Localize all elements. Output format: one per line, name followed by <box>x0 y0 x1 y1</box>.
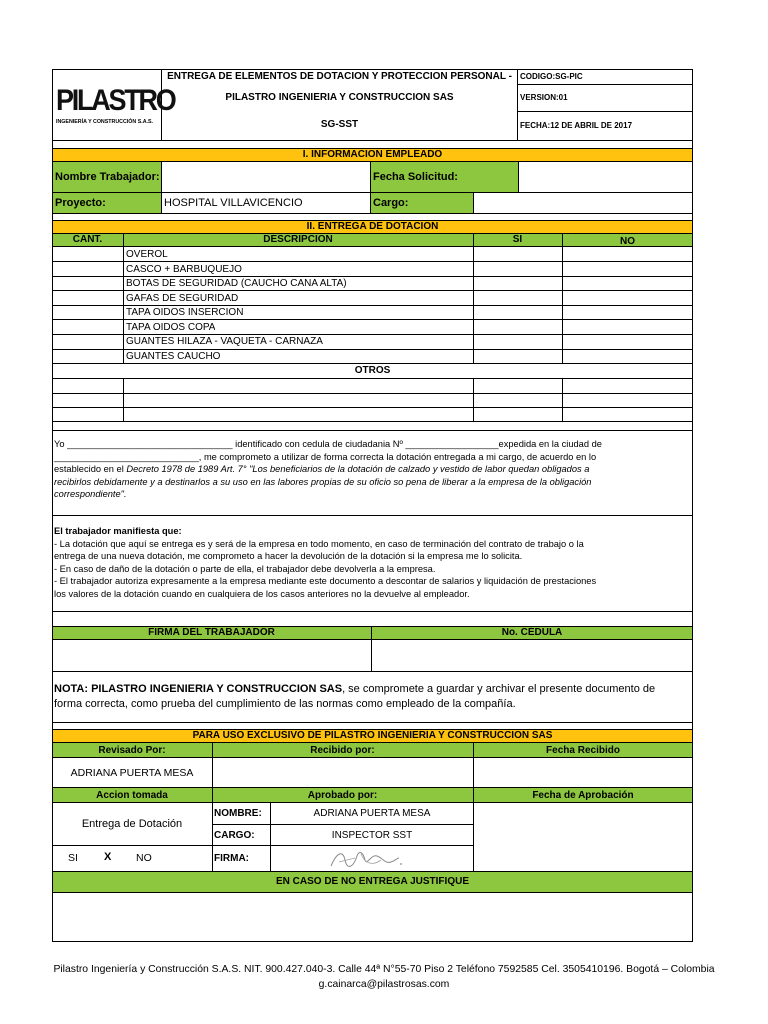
declaration-line5: correspondiente". <box>54 489 127 500</box>
col-cant: CANT. <box>72 234 103 245</box>
col-descripcion: DESCRIPCION <box>263 234 333 245</box>
aprob-nombre-value: ADRIANA PUERTA MESA <box>313 808 431 819</box>
recibido-label: Recibido por: <box>310 745 375 756</box>
logo-subtext: INGENIERÍA Y CONSTRUCCIÓN S.A.S. <box>56 119 154 125</box>
company-logo <box>56 84 175 130</box>
cargo-field[interactable] <box>474 193 692 213</box>
revisado-label: Revisado Por: <box>98 745 166 756</box>
fecha-solicitud-label: Fecha Solicitud: <box>371 162 518 192</box>
item-casco: CASCO + BARBUQUEJO <box>126 264 242 275</box>
justifique-field[interactable] <box>52 892 693 942</box>
item-guantes-hilaza: GUANTES HILAZA - VAQUETA - CARNAZA <box>126 336 323 347</box>
cargo-label: Cargo: <box>371 193 473 213</box>
aprob-cargo-label: CARGO: <box>214 829 255 841</box>
si-x-mark[interactable]: X <box>104 851 112 863</box>
exclusive-title: PARA USO EXCLUSIVO DE PILASTRO INGENIERIA Y CONSTRUCCION SAS <box>52 729 693 743</box>
col-si: SI <box>512 234 523 245</box>
declaration-line2: ____________________________, me comprometo a utilizar de forma correcta la dotación entregada a mi cargo, de acuerdo en lo <box>54 451 597 462</box>
item-tapa-insercion: TAPA OIDOS INSERCION <box>126 307 244 318</box>
declaration-line4: recibirlos debidamente y a destinarlos a su uso en las labores propias de su oficio so pena de liberar a la empresa de la obligación <box>54 476 592 487</box>
fecha-aprobacion-label: Fecha de Aprobación <box>532 790 634 801</box>
version-label: VERSION:01 <box>520 93 568 102</box>
nota-line2: forma correcta, como prueba del cumplimiento de las normas como empleado de la compañía. <box>54 698 516 710</box>
item-guantes-caucho: GUANTES CAUCHO <box>126 351 221 362</box>
aprob-firma-label: FIRMA: <box>214 853 249 864</box>
aprob-nombre-label: NOMBRE: <box>214 808 262 819</box>
item-tapa-copa: TAPA OIDOS COPA <box>126 322 216 333</box>
footer-address: Pilastro Ingeniería y Construcción S.A.S. NIT. 900.427.040-3. Calle 44ª N°55-70 Piso 2 Teléfono 7592585 Cel. 3505410196. Bogotá – Colombia <box>53 964 715 975</box>
fecha-solicitud-field[interactable] <box>519 162 692 192</box>
manifiesta-line4: - El trabajador autoriza expresamente a la empresa mediante este documento a descontar de salarios y liquidación de prestaciones <box>54 576 597 587</box>
declaration-line3: establecido en el Decreto 1978 de 1989 Art. 7° "Los beneficiarios de la dotación de calzado y vestido de labor quedan obligados a <box>54 464 590 475</box>
justifique-label: EN CASO DE NO ENTREGA JUSTIFIQUE <box>52 871 693 893</box>
accion-tomada-label: Accion tomada <box>96 790 168 801</box>
firma-signature-area[interactable] <box>52 639 693 672</box>
manifiesta-line1: - La dotación que aquí se entrega es y será de la empresa en todo momento, en caso de terminación del contrato de trabajo o la <box>54 538 584 549</box>
codigo-label: CODIGO:SG-PIC <box>520 72 583 81</box>
proyecto-label: Proyecto: <box>53 193 161 213</box>
nombre-trabajador-label: Nombre Trabajador: <box>53 162 161 192</box>
nombre-trabajador-field[interactable] <box>162 162 370 192</box>
item-overol: OVEROL <box>126 249 168 260</box>
item-gafas: GAFAS DE SEGURIDAD <box>126 293 239 304</box>
manifiesta-line3: - En caso de daño de la dotación o parte de ella, el trabajador debe devolverla a la empresa. <box>54 563 436 574</box>
logo-text: PILASTRO <box>56 84 175 117</box>
aprobado-label: Aprobado por: <box>307 790 378 801</box>
section1-title: I. INFORMACION EMPLEADO <box>52 148 693 162</box>
approver-signature <box>325 846 405 871</box>
col-no: NO <box>620 236 635 247</box>
form-title-line1: ENTREGA DE ELEMENTOS DE DOTACION Y PROTECCION PERSONAL - <box>167 71 512 82</box>
aprob-cargo-value: INSPECTOR SST <box>331 829 413 841</box>
firma-trabajador-label: FIRMA DEL TRABAJADOR <box>148 627 275 638</box>
si-label: SI <box>68 852 78 864</box>
revisado-value: ADRIANA PUERTA MESA <box>70 766 194 779</box>
form-title-line3: SG-SST <box>320 119 359 130</box>
footer-email: g.cainarca@pilastrosas.com <box>318 979 450 990</box>
no-label: NO <box>136 852 152 864</box>
form-title-line2: PILASTRO INGENIERIA Y CONSTRUCCION SAS <box>225 92 454 103</box>
cedula-label: No. CÉDULA <box>501 627 563 638</box>
fecha-label: FECHA:12 DE ABRIL DE 2017 <box>520 121 633 130</box>
nota-line1: NOTA: PILASTRO INGENIERIA Y CONSTRUCCION SAS, se compromete a guardar y archivar el presente documento de <box>54 683 656 695</box>
section2-title: II. ENTREGA DE DOTACION <box>52 220 693 234</box>
accion-value: Entrega de Dotación <box>81 818 183 830</box>
declaration-line1: Yo ________________________________ identificado con cedula de ciudadania Nº __________________expedida en la ciudad de <box>54 439 602 449</box>
item-botas: BOTAS DE SEGURIDAD (CAUCHO CANA ALTA) <box>126 278 347 289</box>
manifiesta-line2: entrega de una nueva dotación, me comprometo a hacer la devolución de la dotación si la empresa me lo solicita. <box>54 551 523 562</box>
otros-header: OTROS <box>52 363 693 379</box>
fecha-recibido-label: Fecha Recibido <box>546 745 620 756</box>
manifiesta-title: El trabajador manifiesta que: <box>54 526 182 536</box>
proyecto-field[interactable]: HOSPITAL VILLAVICENCIO <box>164 197 303 209</box>
manifiesta-line5: los valores de la dotación cuando en cualquiera de los casos anteriores no la devuelve al empleador. <box>54 588 470 599</box>
